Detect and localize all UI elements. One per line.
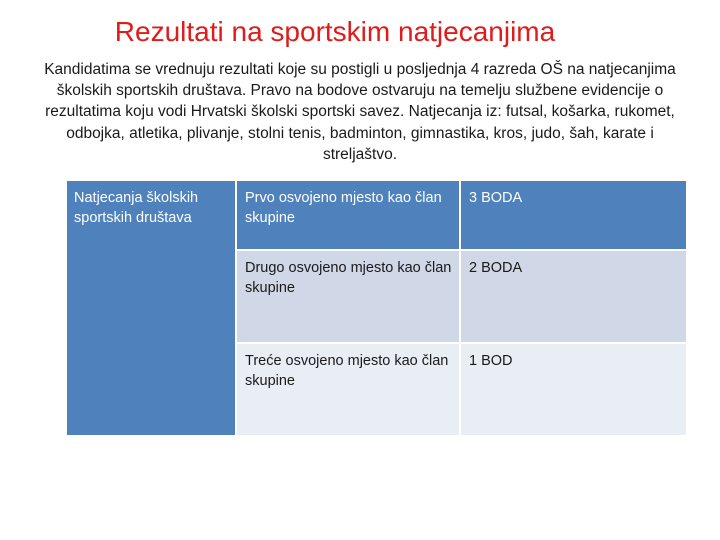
place-cell: Prvo osvojeno mjesto kao član skupine — [236, 180, 460, 250]
intro-paragraph: Kandidatima se vrednuju rezultati koje su postigli u posljednja 4 razreda OŠ na natjecanjima školskih sportskih društava. Pravo na bodove ostvaruju na temelju službene evidencije o rezultatima koju vodi Hrvatski školski sportski savez. Natjecanja iz: futsal, košarka, rukomet, odbojka, atletika, plivanje, stolni tenis, badminton, gimnastika, kros, judo, šah, karate i streljaštvo. — [44, 61, 676, 163]
slide-title: Rezultati na sportskim natjecanjima — [114, 16, 556, 47]
category-cell: Natjecanja školskih sportskih društava — [66, 180, 236, 436]
place-cell: Treće osvojeno mjesto kao član skupine — [236, 343, 460, 436]
points-table — [65, 179, 688, 437]
points-cell: 3 BODA — [460, 180, 687, 250]
table-row — [66, 180, 687, 250]
place-cell: Drugo osvojeno mjesto kao član skupine — [236, 250, 460, 343]
points-cell: 2 BODA — [460, 250, 687, 343]
points-cell: 1 BOD — [460, 343, 687, 436]
